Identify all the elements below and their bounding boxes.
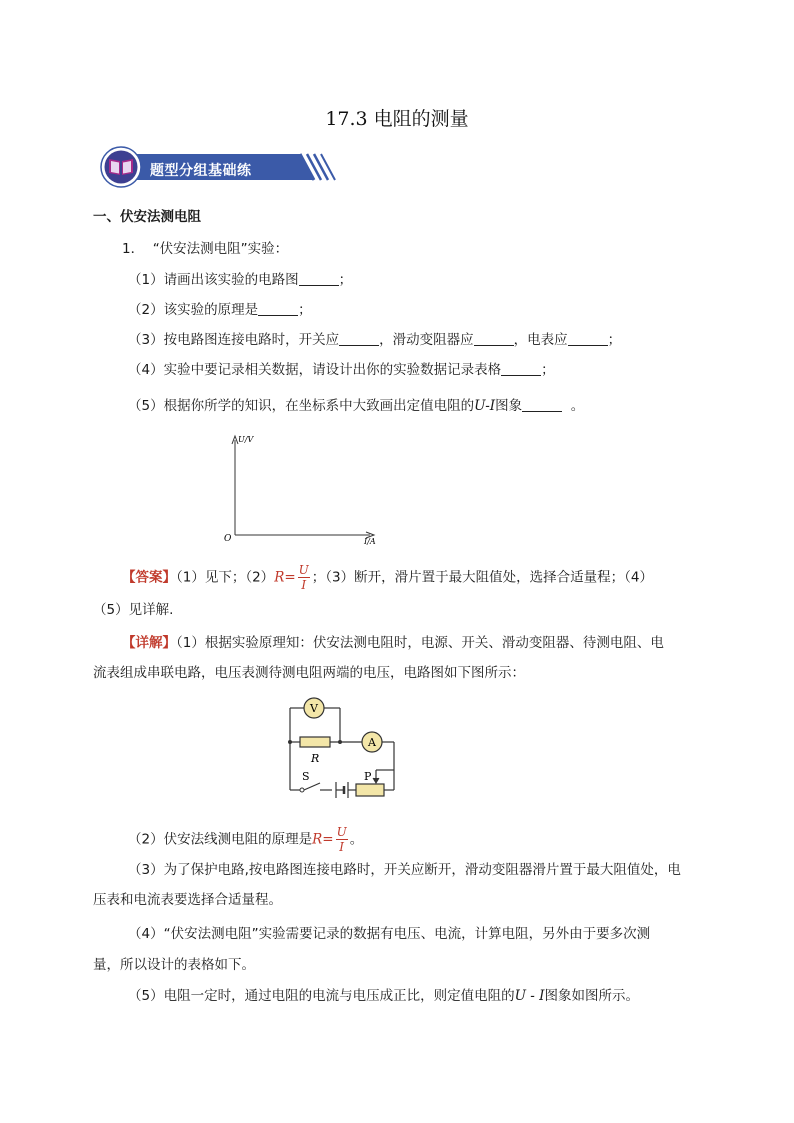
detail-p4-line1: （4）“伏安法测电阻”实验需要记录的数据有电压、电流，计算电阻，另外由于要多次测 (128, 926, 651, 942)
rheostat-icon (356, 784, 384, 796)
section-heading: 一、伏安法测电阻 (93, 209, 201, 225)
question-item-1: （1）请画出该实验的电路图 ； (128, 272, 353, 288)
banner-label: 题型分组基础练 (150, 163, 252, 179)
question-item-2: （2）该实验的原理是 ； (128, 302, 312, 318)
detail-p4-line2: 量，所以设计的表格如下。 (93, 957, 255, 973)
ammeter-label: A (368, 736, 376, 749)
detail-p1-line2: 流表组成串联电路，电压表测待测电阻两端的电压，电路图如下图所示： (93, 665, 525, 681)
question-item-4: （4）实验中要记录相关数据，请设计出你的实验数据记录表格 ； (128, 362, 555, 378)
answer-blank (522, 397, 562, 412)
x-axis-label: I/A (364, 537, 376, 545)
question-item-5: （5）根据你所学的知识，在坐标系中大致画出定值电阻的U-I图象 。 (128, 398, 585, 414)
ui-graph-axes (220, 430, 380, 545)
formula-fraction: $\frac{U}{I}$ (298, 563, 309, 592)
answer-blank (474, 331, 514, 346)
circuit-diagram (280, 690, 410, 805)
question-stem: 1． “伏安法测电阻”实验： (122, 241, 289, 257)
detail-p3-line1: （3）为了保护电路,按电路图连接电路时，开关应断开，滑动变阻器滑片置于最大阻值处，电 (128, 862, 681, 878)
slider-label: P (364, 770, 372, 783)
detail-p1-line1: 【详解】（1）根据实验原理知：伏安法测电阻时，电源、开关、滑动变阻器、待测电阻、电 (122, 635, 664, 651)
detail-p3-line2: 压表和电流表要选择合适量程。 (93, 892, 282, 908)
question-item-3: （3）按电路图连接电路时，开关应 ，滑动变阻器应 ，电表应 ； (128, 332, 622, 348)
page-title: 17.3 电阻的测量 (325, 108, 469, 130)
detail-p5: （5）电阻一定时，通过电阻的电流与电压成正比，则定值电阻的U - I图象如图所示。 (128, 988, 639, 1004)
resistor-label: R (311, 752, 320, 765)
formula-fraction: $\frac{U}{I}$ (336, 825, 347, 854)
answer-blank (258, 301, 298, 316)
origin-label: O (224, 534, 232, 544)
voltmeter-label: V (310, 702, 318, 715)
answer-blank (568, 331, 608, 346)
answer-blank (299, 271, 339, 286)
answer-blank (339, 331, 379, 346)
answer-blank (501, 361, 541, 376)
switch-label: S (302, 770, 310, 783)
answer-line-2: （5）见详解. (93, 602, 174, 618)
detail-p2: （2）伏安法线测电阻的原理是R= $\frac{U}{I}$ 。 (128, 825, 364, 854)
resistor-icon (300, 737, 330, 747)
answer-line-1: 【答案】（1）见下；（2）R= $\frac{U}{I}$ ；（3）断开，滑片置于最大阻值处，选择合适量程；（4） (122, 563, 653, 592)
y-axis-label: U/V (238, 435, 254, 444)
